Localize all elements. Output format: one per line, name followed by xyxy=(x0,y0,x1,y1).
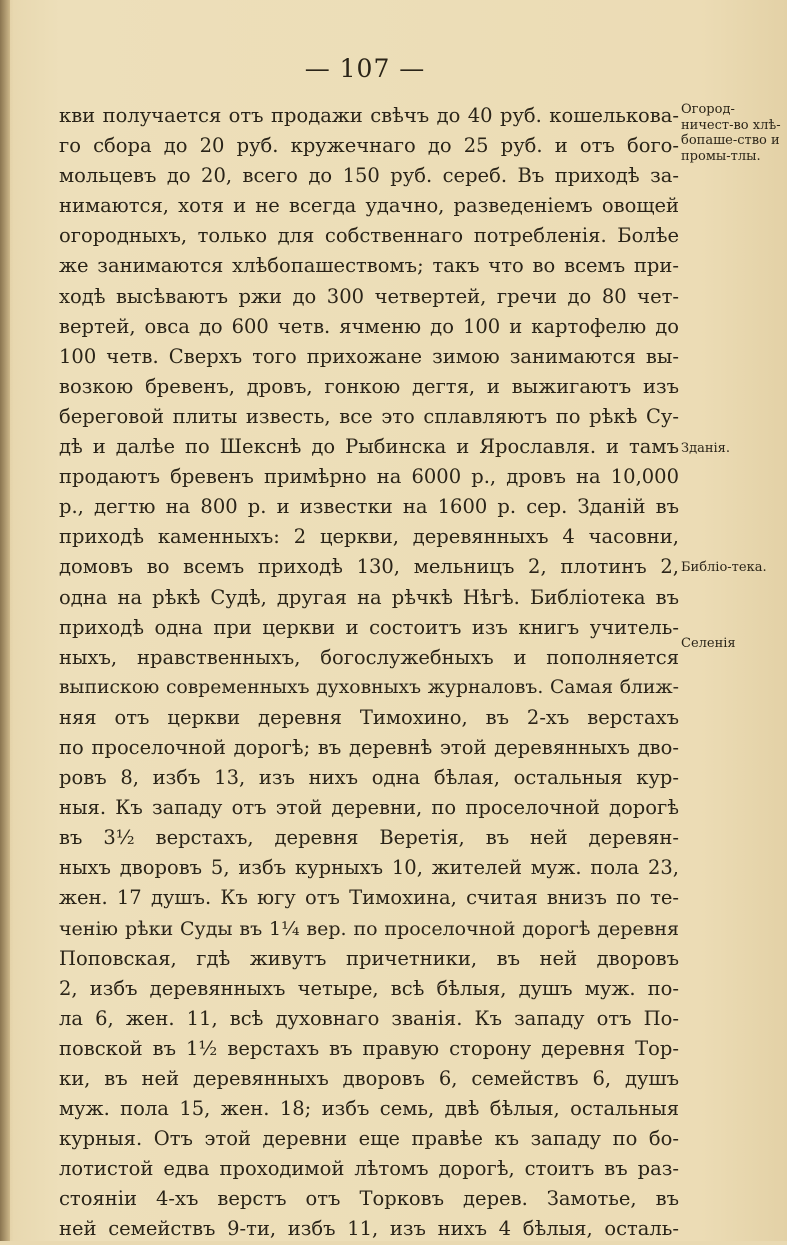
text-line: р., дегтю на 800 р. и известки на 1600 р. сер. Зданій въ xyxy=(59,495,679,519)
body-text xyxy=(59,101,679,1245)
text-line: же занимаются хлѣбопашествомъ; такъ что во всемъ при- xyxy=(59,254,679,278)
text-line: муж. пола 15, жен. 18; избъ семь, двѣ бѣлыя, остальныя xyxy=(59,1097,679,1121)
text-line: ныхъ, нравственныхъ, богослужебныхъ и пополняется xyxy=(59,645,679,669)
text-line: лотистой едва проходимой лѣтомъ дорогѣ, стоитъ въ раз- xyxy=(59,1157,679,1181)
text-line: приходѣ каменныхъ: 2 церкви, деревянныхъ 4 часовни, xyxy=(59,525,679,549)
text-line: повской въ 1½ верстахъ въ правую сторону деревня Тор- xyxy=(59,1036,679,1060)
page-binding-edge xyxy=(0,0,10,1241)
text-line: 2, избъ деревянныхъ четыре, всѣ бѣлыя, душъ муж. по- xyxy=(59,976,679,1000)
text-line: вертей, овса до 600 четв. ячменю до 100 и картофелю до xyxy=(59,314,679,338)
text-line: ровъ 8, избъ 13, изъ нихъ одна бѣлая, остальныя кур- xyxy=(59,766,679,790)
text-line: береговой плиты известь, все это сплавляютъ по рѣкѣ Су- xyxy=(59,404,679,428)
text-line: возкою бревенъ, дровъ, гонкою дегтя, и выжигаютъ изъ xyxy=(59,374,679,398)
text-line: одна на рѣкѣ Судѣ, другая на рѣчкѣ Нѣгѣ. Библіотека въ xyxy=(59,585,679,609)
text-line: домовъ во всемъ приходѣ 130, мельницъ 2, плотинъ 2, xyxy=(59,555,679,579)
text-line: 100 четв. Сверхъ того прихожане зимою занимаются вы- xyxy=(59,344,679,368)
text-line: няя отъ церкви деревня Тимохино, въ 2-хъ верстахъ xyxy=(59,705,679,729)
margin-note-library: Библіо-тека. xyxy=(681,560,767,575)
text-line: въ 3½ верстахъ, деревня Веретія, въ ней деревян- xyxy=(59,826,679,850)
text-line: ла 6, жен. 11, всѣ духовнаго званія. Къ западу отъ По- xyxy=(59,1006,679,1030)
margin-note-villages: Селенія xyxy=(681,636,736,651)
text-line: нимаются, хотя и не всегда удачно, разведеніемъ овощей xyxy=(59,194,679,218)
text-line: продаютъ бревенъ примѣрно на 6000 р., дровъ на 10,000 xyxy=(59,465,679,489)
text-line: ченію рѣки Суды въ 1¼ вер. по проселочной дорогѣ деревня xyxy=(59,917,679,940)
text-line: ныя. Къ западу отъ этой деревни, по проселочной дорогѣ xyxy=(59,796,679,820)
text-line: ней семействъ 9-ти, избъ 11, изъ нихъ 4 бѣлыя, осталь- xyxy=(59,1217,679,1241)
text-line: го сбора до 20 руб. кружечнаго до 25 руб. и отъ бого- xyxy=(59,134,679,158)
margin-note-buildings: Зданія. xyxy=(681,441,731,456)
text-line: приходѣ одна при церкви и состоитъ изъ книгъ учитель- xyxy=(59,615,679,639)
text-line: огородныхъ, только для собственнаго потребленія. Болѣе xyxy=(59,224,679,248)
text-line: жен. 17 душъ. Къ югу отъ Тимохина, считая внизъ по те- xyxy=(59,886,679,910)
text-line: дѣ и далѣе по Шекснѣ до Рыбинска и Ярославля. и тамъ xyxy=(59,435,679,459)
text-line: кви получается отъ продажи свѣчъ до 40 руб. кошелькова- xyxy=(59,104,679,127)
text-line: ки, въ ней деревянныхъ дворовъ 6, семействъ 6, душъ xyxy=(59,1067,679,1090)
page-number: — 107 — xyxy=(304,54,426,83)
text-line: по проселочной дорогѣ; въ деревнѣ этой деревянныхъ дво- xyxy=(59,735,679,759)
text-line: мольцевъ до 20, всего до 150 руб. сереб. Въ приходѣ за- xyxy=(59,164,679,188)
text-line: стояніи 4-хъ верстъ отъ Торковъ дерев. Замотье, въ xyxy=(59,1187,679,1211)
margin-note-agriculture: Огород-ничест-во хлѣ-бопаше-ство и промы-тлы. xyxy=(681,102,781,164)
text-line: выпискою современныхъ духовныхъ журналовъ. Самая ближ- xyxy=(59,676,679,698)
text-line: ныхъ дворовъ 5, избъ курныхъ 10, жителей муж. пола 23, xyxy=(59,856,679,880)
text-line: Поповская, гдѣ живутъ причетники, въ ней дворовъ xyxy=(59,946,679,970)
text-line: курныя. Отъ этой деревни еще правѣе къ западу по бо- xyxy=(59,1127,679,1151)
text-line: ходѣ высѣваютъ ржи до 300 четвертей, гречи до 80 чет- xyxy=(59,284,679,308)
